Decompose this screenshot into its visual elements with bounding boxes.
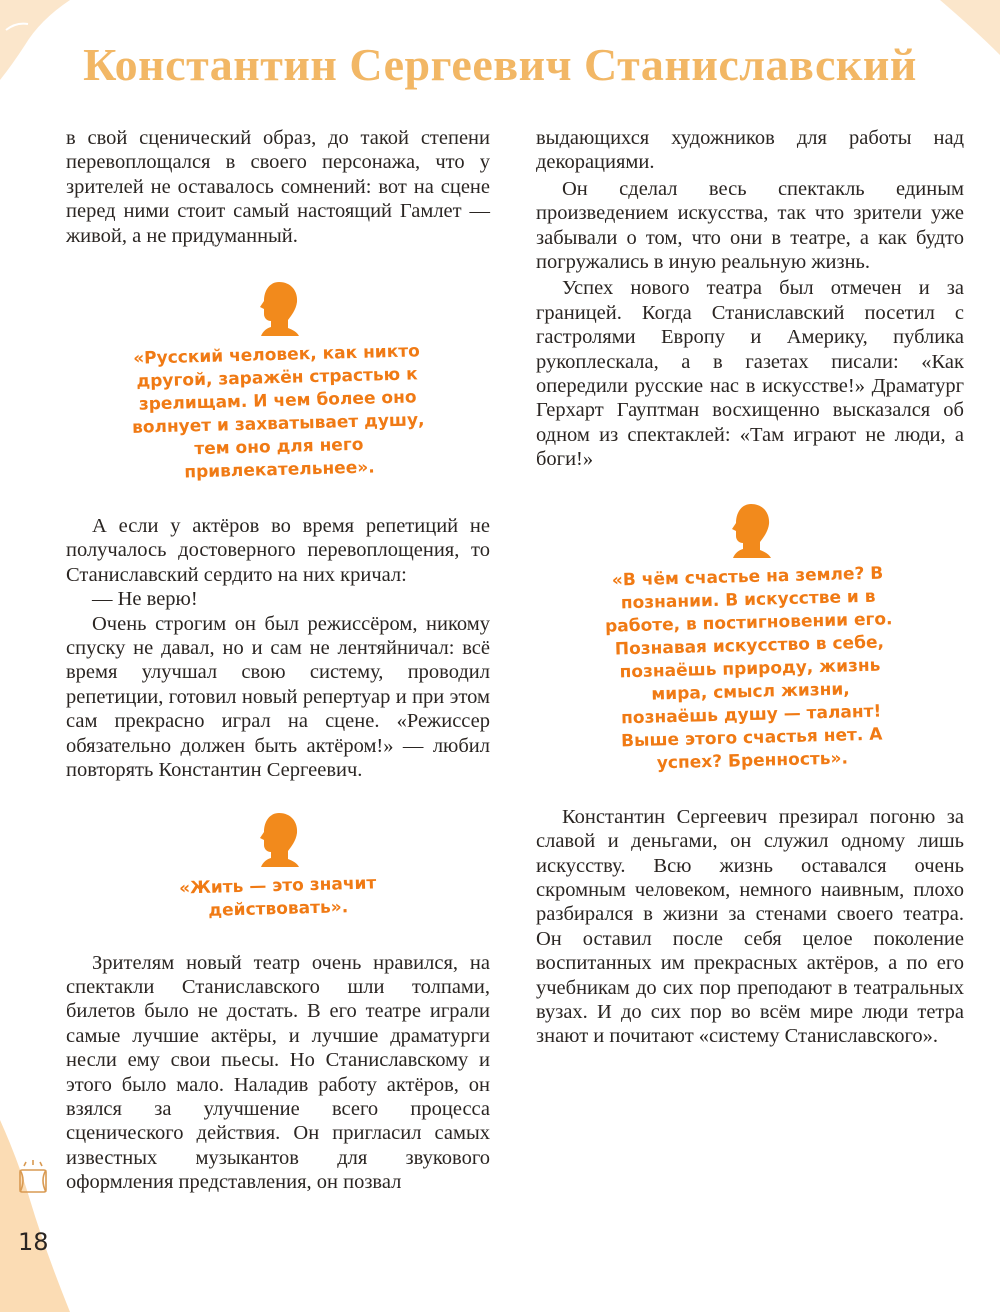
quote-text-3: «В чём счастье на земле? В познании. В искусстве и в работе, в постигновении его. Познавая искусство в себе, познаёшь природу, жизнь мира, смысл жизни, познаёшь душу — талант! Выше этого счастья нет. А успех? Бренность». [604,563,893,774]
left-paragraph-2: А если у актёров во время репетиций не получалось достоверного перевоплощения, то Станиславский сердито на них кричал: [66,515,490,586]
right-paragraph-4: Константин Сергеевич презирал погоню за славой и деньгами, он служил одному лишь искусству. Всю жизнь оставался очень скромным человеком, немного наивным, плохо разбирался в жизни за стенами своего театра. Он оставил после себя целое поколение воспитанных им прекрасных актёров, а по его учебникам до сих пор преподают в театральных вузах. И до сих пор во всём мире люди тетра знают и почитают «систему Станиславского». [536,805,964,1048]
page-number: 18 [18,1228,49,1256]
quote-text-1: «Русский человек, как никто другой, заражён страстью к зрелищам. И чем более оно волнует и захватывает душу, тем оно для него привлекательнее». [131,341,425,483]
right-paragraph-3: Успех нового театра был отмечен и за границей. Когда Станиславский посетил с гастролями Европу и Америку, публика рукоплескала, а в газетах писали: «Как опередили русские нас в искусстве!» Драматург Герхарт Гауптман восхищенно высказался об одном из спектаклей: «Там играют не люди, а боги!» [536,277,964,471]
right-column [536,126,964,1049]
page-title: Константин Сергеевич Станиславский [83,39,917,90]
quote-block-1 [66,280,490,482]
quote-block-3 [536,502,964,773]
left-paragraph-4: Очень строгим он был режиссёром, никому спуску не давал, но и сам не лентяйничал: всё время улучшал свою систему, проводил репетиции, готовил новый репертуар и при этом сам прекрасно играл на сцене. «Режиссер обязательно должен быть актёром!» — любил повторять Константин Сергеевич. [66,612,490,782]
left-paragraph-continuation: в свой сценический образ, до такой степени перевоплощался в своего персонажа, что у зрителей не оставалось сомнений: вот на сцене перед ними стоит самый настоящий Гамлет — живой, а не придуманный. [66,127,490,247]
left-paragraph-5: Зрителям новый театр очень нравился, на спектакли Станиславского шли толпами, билетов было не достать. В его театре играли самые лучшие актёры, и лучшие драматурги несли ему свои пьесы. Но Станиславскому и этого было мало. Наладив работу актёров, он взялся за улучшение всего процесса сценического действия. Он пригласил самых известных музыкантов для звукового оформления представления, он позвал [66,951,490,1194]
left-column [66,126,490,1195]
left-paragraph-3: — Не верю! [92,588,198,611]
quote-text-2: «Жить — это значит действовать». [178,872,377,921]
head-silhouette-icon [255,811,301,867]
right-paragraph-1: выдающихся художников для работы над декорациями. [536,127,964,174]
right-paragraph-2: Он сделал весь спектакль единым произведением искусства, так что зрители уже забывали о том, что они в театре, а как будто погружались в иную реальную жизнь. [536,177,964,274]
head-silhouette-icon [727,502,773,558]
head-silhouette-icon [255,280,301,336]
quote-block-2 [66,811,490,921]
